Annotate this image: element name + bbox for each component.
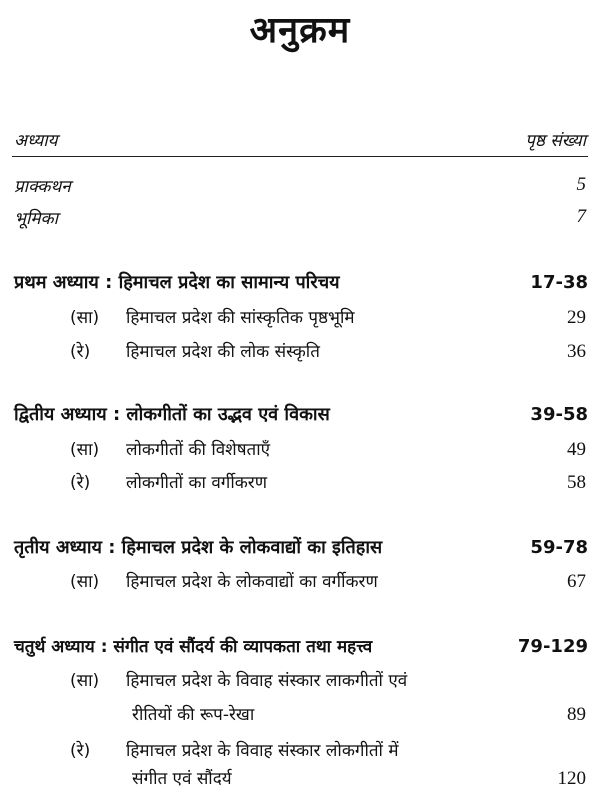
section-entry <box>70 305 586 329</box>
prelim-entry <box>14 174 586 197</box>
section-page: 49 <box>567 439 586 460</box>
section-entry <box>70 437 586 461</box>
section-entry-continued <box>132 702 586 726</box>
section-page: 29 <box>567 307 586 328</box>
chapter-title: चतुर्थ अध्याय : संगीत एवं सौंदर्य की व्यापकता तथा महत्त्व <box>14 637 373 657</box>
section-page: 120 <box>557 768 586 789</box>
chapter-entry <box>14 270 588 294</box>
chapter-entry <box>14 535 588 559</box>
section-page: 36 <box>567 341 586 362</box>
section-title: हिमाचल प्रदेश की सांस्कृतिक पृष्ठभूमि <box>126 308 355 328</box>
section-title: हिमाचल प्रदेश के विवाह संस्कार लाकगीतों एवं <box>126 671 408 691</box>
section-title: हिमाचल प्रदेश की लोक संस्कृति <box>126 342 320 362</box>
section-marker: (रे) <box>70 473 91 493</box>
section-title: हिमाचल प्रदेश के लोकवाद्यों का वर्गीकरण <box>126 572 378 592</box>
section-marker: (सा) <box>70 308 100 328</box>
chapter-entry <box>14 402 588 426</box>
section-title-continued: संगीत एवं सौंदर्य <box>132 769 232 789</box>
chapter-pages: 39-58 <box>530 404 588 425</box>
section-marker: (सा) <box>70 572 100 592</box>
section-entry <box>70 668 586 691</box>
page-title: अनुक्रम <box>249 10 351 51</box>
section-entry <box>70 339 586 363</box>
section-page: 67 <box>567 571 586 592</box>
chapter-pages: 17-38 <box>530 272 588 293</box>
section-entry <box>70 470 586 494</box>
chapter-pages: 59-78 <box>530 537 588 558</box>
section-title: लोकगीतों का वर्गीकरण <box>126 473 268 493</box>
section-marker: (सा) <box>70 671 100 691</box>
chapter-pages: 79-129 <box>517 636 588 657</box>
section-title-continued: रीतियों की रूप-रेखा <box>132 705 255 725</box>
section-marker: (सा) <box>70 440 100 460</box>
section-entry <box>70 738 586 761</box>
column-header <box>14 128 586 151</box>
prelim-label: भूमिका <box>14 209 58 229</box>
section-page: 89 <box>567 704 586 725</box>
prelim-page: 5 <box>576 174 586 195</box>
prelim-label: प्राक्कथन <box>14 177 71 197</box>
prelim-entry <box>14 206 586 229</box>
section-marker: (रे) <box>70 342 91 362</box>
section-entry <box>70 569 586 593</box>
chapter-column-label: अध्याय <box>14 131 58 151</box>
chapter-title: प्रथम अध्याय : हिमाचल प्रदेश का सामान्य परिचय <box>14 272 340 293</box>
header-divider <box>12 156 588 157</box>
section-entry-continued <box>132 766 586 790</box>
chapter-entry <box>14 634 588 657</box>
section-marker: (रे) <box>70 741 91 761</box>
page-column-label: पृष्ठ संख्या <box>525 131 586 151</box>
prelim-page: 7 <box>576 206 586 227</box>
section-title: हिमाचल प्रदेश के विवाह संस्कार लोकगीतों में <box>126 741 399 761</box>
chapter-title: तृतीय अध्याय : हिमाचल प्रदेश के लोकवाद्यों का इतिहास <box>14 537 383 558</box>
section-page: 58 <box>567 472 586 493</box>
chapter-title: द्वितीय अध्याय : लोकगीतों का उद्भव एवं विकास <box>14 404 330 425</box>
section-title: लोकगीतों की विशेषताएँ <box>126 440 271 460</box>
